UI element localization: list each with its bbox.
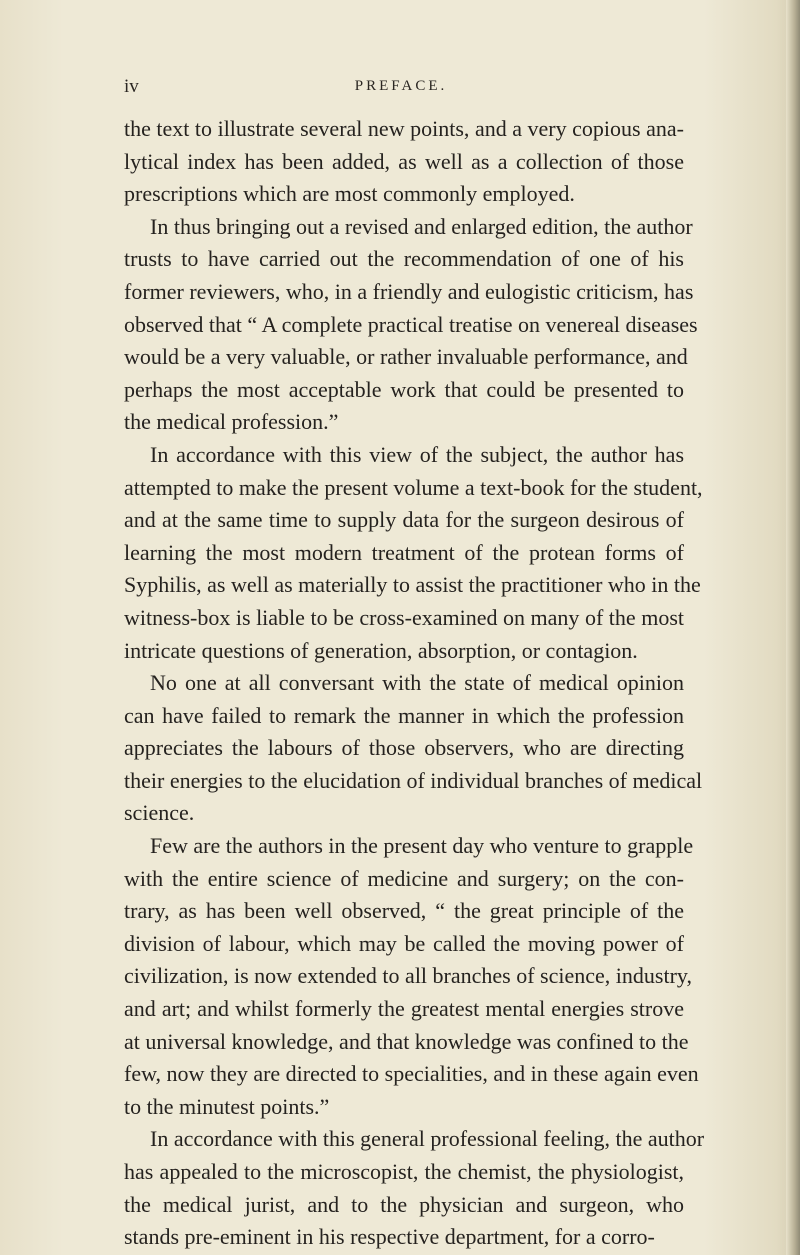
text-line: few, now they are directed to specialities, and in these again even	[124, 1061, 699, 1087]
paragraph	[124, 667, 703, 830]
text-line: can have failed to remark the manner in which the profession	[124, 702, 684, 728]
text-line: In thus bringing out a revised and enlarged edition, the author	[150, 213, 693, 239]
text-line: observed that “ A complete practical treatise on venereal diseases	[124, 311, 698, 337]
text-line: at universal knowledge, and that knowledge was confined to the	[124, 1028, 689, 1054]
text-line: would be a very valuable, or rather invaluable performance, and	[124, 344, 688, 370]
text-line: prescriptions which are most commonly employed.	[124, 181, 575, 207]
paragraph	[124, 830, 699, 1123]
text-line: Syphilis, as well as materially to assist the practitioner who in the	[124, 572, 701, 598]
text-line: and at the same time to supply data for the surgeon desirous of	[124, 507, 684, 533]
text-line: their energies to the elucidation of individual branches of medical	[124, 767, 703, 793]
text-line: stands pre-eminent in his respective department, for a corro-	[124, 1224, 655, 1250]
text-line: lytical index has been added, as well as a collection of those	[124, 148, 684, 174]
text-line: Few are the authors in the present day who venture to grapple	[150, 833, 694, 859]
text-line: trusts to have carried out the recommendation of one of his	[124, 246, 684, 272]
page-number: iv	[124, 76, 139, 97]
paragraph	[124, 113, 684, 211]
text-line: division of labour, which may be called the moving power of	[124, 930, 684, 956]
text-line: with the entire science of medicine and surgery; on the con-	[124, 865, 684, 891]
text-line: former reviewers, who, in a friendly and eulogistic criticism, has	[124, 278, 694, 304]
paragraph	[124, 1123, 705, 1253]
text-line: the medical jurist, and to the physician and surgeon, who	[124, 1191, 684, 1217]
text-line: attempted to make the present volume a text-book for the student,	[124, 474, 703, 500]
text-line: the text to illustrate several new points, and a very copious ana-	[124, 116, 684, 141]
page-edge	[786, 0, 800, 1255]
text-line: appreciates the labours of those observers, who are directing	[124, 735, 684, 761]
paragraph	[124, 439, 703, 667]
text-line: has appealed to the microscopist, the chemist, the physiologist,	[124, 1159, 684, 1184]
text-line: learning the most modern treatment of the protean forms of	[124, 539, 684, 565]
text-line: science.	[124, 800, 195, 826]
body-text	[124, 113, 705, 1254]
text-line: No one at all conversant with the state of medical opinion	[150, 670, 684, 696]
paragraph	[124, 211, 698, 439]
text-line: In accordance with this view of the subject, the author has	[150, 441, 684, 467]
text-line: trary, as has been well observed, “ the great principle of the	[124, 898, 684, 924]
text-line: the medical profession.”	[124, 409, 339, 435]
text-line: and art; and whilst formerly the greatest mental energies strove	[124, 996, 684, 1022]
running-title: PREFACE.	[354, 78, 448, 94]
text-line: perhaps the most acceptable work that could be presented to	[124, 376, 684, 402]
text-line: intricate questions of generation, absorption, or contagion.	[124, 637, 638, 663]
text-line: In accordance with this general professional feeling, the author	[150, 1126, 705, 1152]
text-line: witness-box is liable to be cross-examined on many of the most	[124, 604, 684, 630]
text-line: to the minutest points.”	[124, 1093, 330, 1119]
text-line: civilization, is now extended to all branches of science, industry,	[124, 963, 692, 989]
running-head	[124, 72, 678, 102]
